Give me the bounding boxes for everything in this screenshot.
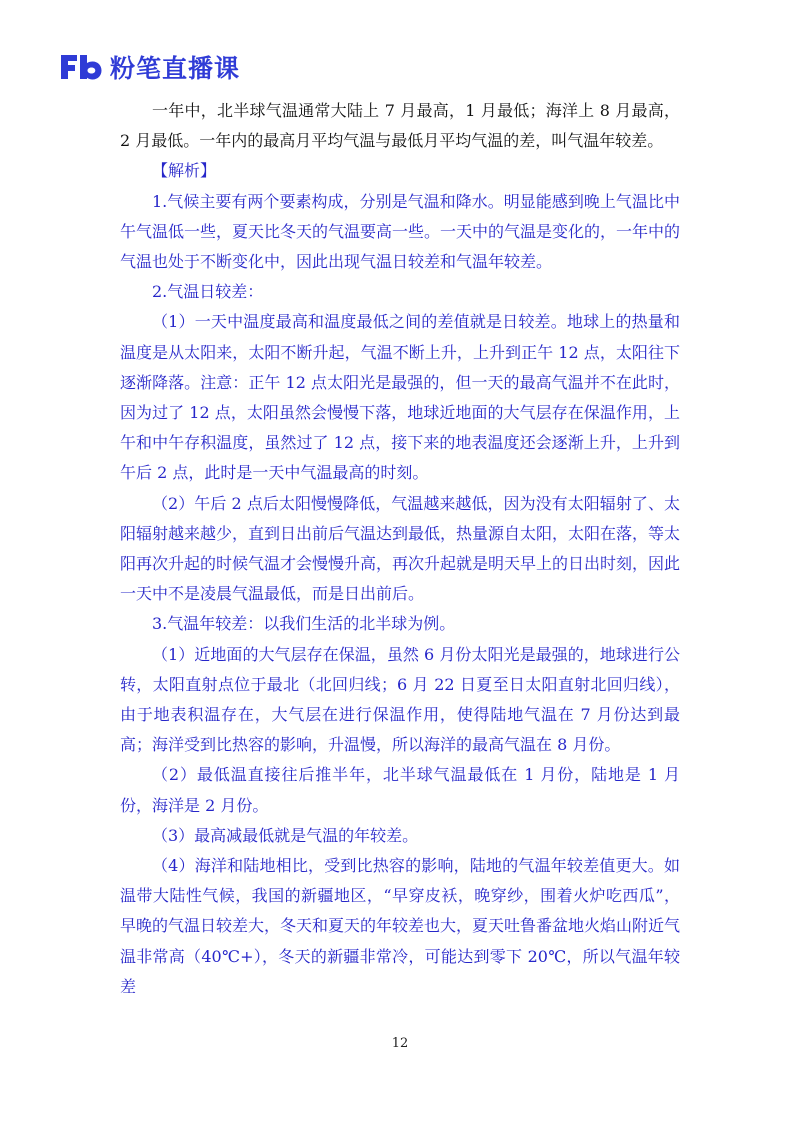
logo-text: 粉笔直播课 <box>110 54 241 83</box>
analysis-paragraph: （2）午后 2 点后太阳慢慢降低，气温越来越低，因为没有太阳辐射了、太阳辐射越来越少，直到日出前后气温达到最低，热量源自太阳，太阳在落，等太阳再次升起的时候气温才会慢慢升高，再次升起就是明天早上的日出时刻，因此一天中不是凌晨气温最低，而是日出前后。 <box>120 493 681 604</box>
analysis-label: 【解析】 <box>152 161 217 181</box>
page-number: 12 <box>391 1036 409 1051</box>
section-heading: 2.气温日较差： <box>152 282 264 302</box>
analysis-paragraph: （4）海洋和陆地相比，受到比热容的影响，陆地的气温年较差值更大。如温带大陆性气候，我国的新疆地区，“早穿皮袄，晚穿纱，围着火炉吃西瓜”，早晚的气温日较差大，冬天和夏天的年较差也大，夏天吐鲁番盆地火焰山附近气温非常高（40℃+），冬天的新疆非常冷，可能达到零下 20℃，所以气温年较差 <box>120 856 681 996</box>
analysis-paragraph: （1）近地面的大气层存在保温，虽然 6 月份太阳光是最强的，地球进行公转，太阳直射点位于最北（北回归线；6 月 22 日夏至日太阳直射北回归线），由于地表积温存在，大气层在进行保温作用，使得陆地气温在 7 月份达到最高；海洋受到比热容的影响，升温慢，所以海洋的最高气温在 8 月份。 <box>120 644 680 755</box>
question-paragraph: 一年中，北半球气温通常大陆上 7 月最高，1 月最低；海洋上 8 月最高，2 月最低。一年内的最高月平均气温与最低月平均气温的差，叫气温年较差。 <box>120 101 680 151</box>
analysis-paragraph: 1.气候主要有两个要素构成，分别是气温和降水。明显能感到晚上气温比中午气温低一些，夏天比冬天的气温要高一些。一天中的气温是变化的，一年中的气温也处于不断变化中，因此出现气温日较差和气温年较差。 <box>120 191 681 272</box>
analysis-paragraph: （3）最高减最低就是气温的年较差。 <box>152 825 419 845</box>
brand-logo <box>58 50 240 84</box>
section-heading: 3.气温年较差：以我们生活的北半球为例。 <box>152 614 456 634</box>
analysis-paragraph: （2）最低温直接往后推半年，北半球气温最低在 1 月份，陆地是 1 月份，海洋是 2 月份。 <box>120 765 680 815</box>
fb-logo-icon <box>58 52 104 82</box>
analysis-paragraph: （1）一天中温度最高和温度最低之间的差值就是日较差。地球上的热量和温度是从太阳来，太阳不断升起，气温不断上升，上升到正午 12 点，太阳往下逐渐降落。注意：正午 12 点太阳光是最强的，但一天的最高气温并不在此时，因为过了 12 点，太阳虽然会慢慢下落，地球近地面的大气层存在保温作用，上午和中午存积温度，虽然过了 12 点，接下来的地表温度还会逐渐上升，上升到午后 2 点，此时是一天中气温最高的时刻。 <box>120 312 680 483</box>
document-body <box>120 96 680 1002</box>
